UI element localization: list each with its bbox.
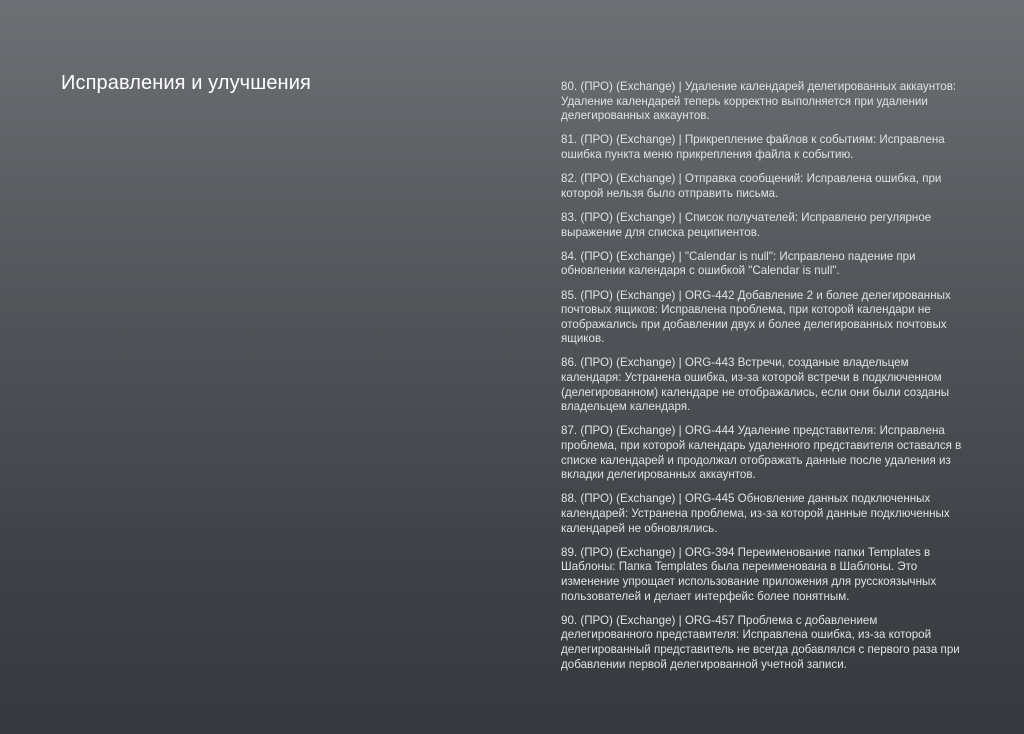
note-item-80: 80. (ПРО) (Exchange) | Удаление календарей делегированных аккаунтов: Удаление календарей теперь корректно выполняется при удалении делегированных аккаунтов. xyxy=(561,80,957,123)
note-item-84: 84. (ПРО) (Exchange) | "Calendar is null": Исправлено падение при обновлении календаря с ошибкой "Calendar is null". xyxy=(561,249,916,278)
note-item-87: 87. (ПРО) (Exchange) | ORG-444 Удаление представителя: Исправлена проблема, при которой календарь удаленного представителя оставался в списке календарей и продолжал отображать данные после удаления из вкладки делегированных аккаунтов. xyxy=(561,424,962,482)
note-item-86: 86. (ПРО) (Exchange) | ORG-443 Встречи, созданые владельцем календаря: Устранена ошибка, из-за которой встречи в подключенном (делегированном) календаре не отображались, если они были созданы владельцем календаря. xyxy=(561,356,950,414)
note-item-88: 88. (ПРО) (Exchange) | ORG-445 Обновление данных подключенных календарей: Устранена проблема, из-за которой данные подключенных календарей не обновлялись. xyxy=(561,492,950,535)
note-item-83: 83. (ПРО) (Exchange) | Список получателей: Исправлено регулярное выражение для списка реципиентов. xyxy=(561,210,932,239)
note-item-90: 90. (ПРО) (Exchange) | ORG-457 Проблема с добавлением делегированного представителя: Исправлена ошибка, из-за которой делегированный представитель не всегда добавлялся с первого раза при добавлении первой делегированной учетной записи. xyxy=(561,613,960,671)
note-item-85: 85. (ПРО) (Exchange) | ORG-442 Добавление 2 и более делегированных почтовых ящиков: Исправлена проблема, при которой календари не отображались при добавлении двух и более делегированных почтовых ящиков. xyxy=(561,288,951,346)
note-item-82: 82. (ПРО) (Exchange) | Отправка сообщений: Исправлена ошибка, при которой нельзя было отправить письма. xyxy=(561,172,942,200)
page-title: Исправления и улучшения xyxy=(61,72,311,94)
note-item-81: 81. (ПРО) (Exchange) | Прикрепление файлов к событиям: Исправлена ошибка пункта меню прикрепления файла к событию. xyxy=(561,133,945,161)
note-item-89: 89. (ПРО) (Exchange) | ORG-394 Переименование папки Templates в Шаблоны: Папка Templates была переименована в Шаблоны. Это изменение упрощает использование приложения для русскоязычных пользователей и делает интерфейс более понятным. xyxy=(561,545,937,603)
release-notes-list xyxy=(561,80,966,682)
